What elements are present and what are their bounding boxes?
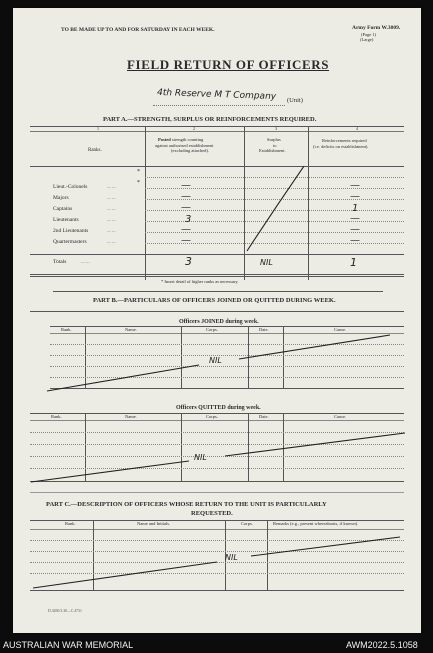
col-number-1: 1 [97, 125, 99, 131]
surplus-header-line-1: Surplus [267, 137, 281, 142]
rank-label: Captains [53, 206, 73, 212]
part-a-heading: PART A.—STRENGTH, SURPLUS OR REINFORCEMENTS REQUIRED. [103, 116, 317, 123]
surplus-header-line-3: Establishment. [259, 148, 286, 153]
part-a-footnote: * Insert detail of higher ranks as necessary. [161, 279, 239, 284]
printer-code: D.3450/3.30—C.4731 [48, 609, 82, 613]
column-header: Name and Initials. [137, 521, 171, 526]
reinforcement-value: — [350, 224, 360, 235]
rank-label: Lieutenants [53, 217, 79, 223]
reinforcement-value: — [350, 191, 360, 202]
surplus-header-line-2: to [273, 142, 277, 148]
leader-dots: ... ... [107, 207, 116, 212]
archive-caption-bar [0, 639, 433, 653]
posted-header-line-2: against authorised establishment [155, 142, 214, 148]
archive-name: AUSTRALIAN WAR MEMORIAL [3, 640, 134, 650]
form-page-note: (Page 1) [361, 32, 377, 37]
reinforcement-value: — [350, 235, 360, 246]
posted-value: 3 [185, 214, 192, 225]
form-sheet [13, 8, 421, 633]
column-header: Rank. [51, 413, 62, 419]
col-number-3: 3 [275, 125, 277, 131]
header-instruction: TO BE MADE UP TO AND FOR SATURDAY IN EACH WEEK. [61, 27, 215, 33]
rank-label: Lieut.-Colonels [53, 184, 88, 190]
posted-header-line-1: Posted strength counting [158, 137, 204, 142]
posted-value: — [181, 235, 191, 246]
reinforcement-value: 1 [352, 203, 359, 214]
asterisk-2: * [137, 180, 140, 186]
joined-nil: NIL [209, 356, 222, 365]
posted-value: — [181, 224, 191, 235]
column-header: Rank. [61, 326, 72, 332]
totals-posted: 3 [185, 255, 192, 268]
column-header: Corps. [206, 413, 218, 419]
col-number-2: 2 [193, 125, 195, 131]
posted-value: — [181, 202, 191, 213]
posted-value: — [181, 191, 191, 202]
quitted-nil: NIL [194, 453, 207, 462]
rank-label: Quartermasters [53, 239, 87, 245]
asterisk-1: * [137, 169, 140, 175]
column-header: Corps. [241, 521, 253, 526]
reinforcements-header-line-1: Reinforcements required [322, 138, 367, 143]
totals-reinforcements: 1 [350, 256, 357, 269]
rank-label: 2nd Lieutenants [53, 228, 89, 234]
archive-accession: AWM2022.5.1058 [346, 640, 418, 650]
quitted-title: Officers QUITTED during week. [176, 405, 261, 411]
column-header: Rank. [65, 521, 76, 526]
column-header: Date. [259, 326, 269, 332]
column-header: Corps. [206, 326, 218, 332]
leader-dots: ... ... [81, 260, 90, 265]
part-c-heading-line-2: REQUESTED. [191, 510, 233, 517]
form-number: Army Form W.3009. [352, 25, 401, 31]
ranks-header: Ranks. [88, 148, 102, 153]
column-header: Cause. [334, 413, 347, 419]
reinforcements-header-line-2: (i.e. deficits on establishment). [313, 143, 369, 149]
posted-value: — [181, 180, 191, 191]
column-header: Name. [125, 413, 137, 419]
posted-header-line-3: (excluding attached). [171, 148, 209, 153]
leader-dots: ... ... [107, 196, 116, 201]
unit-name-handwritten: 4th Reserve M T Company [156, 87, 277, 103]
form-title: FIELD RETURN OF OFFICERS [127, 57, 330, 72]
column-header: Remarks (e.g., present whereabouts, if known). [273, 521, 359, 526]
totals-surplus: NIL [260, 258, 273, 267]
part-c-heading-line-1: PART C.—DESCRIPTION OF OFFICERS WHOSE RETURN TO THE UNIT IS PARTICULARLY [46, 501, 327, 508]
column-header: Name. [125, 326, 137, 332]
part-c-cancel-stroke [13, 8, 421, 633]
part-b-heading: PART B.—PARTICULARS OF OFFICERS JOINED OR QUITTED DURING WEEK. [93, 297, 336, 304]
reinforcement-value: — [350, 213, 360, 224]
reinforcement-value: — [350, 180, 360, 191]
column-header: Cause. [334, 326, 347, 332]
part-c-nil: NIL [225, 553, 238, 562]
form-size-note: (Large) [360, 37, 374, 42]
leader-dots: ... ... [107, 218, 116, 223]
joined-title: Officers JOINED during week. [179, 319, 259, 325]
unit-label: (Unit) [287, 97, 303, 104]
leader-dots: ... ... [107, 229, 116, 234]
totals-label: Totals [53, 259, 67, 265]
col-number-4: 4 [356, 125, 358, 131]
rank-label: Majors [53, 195, 69, 201]
leader-dots: ... ... [107, 240, 116, 245]
leader-dots: ... ... [107, 185, 116, 190]
column-header: Date. [259, 413, 269, 419]
